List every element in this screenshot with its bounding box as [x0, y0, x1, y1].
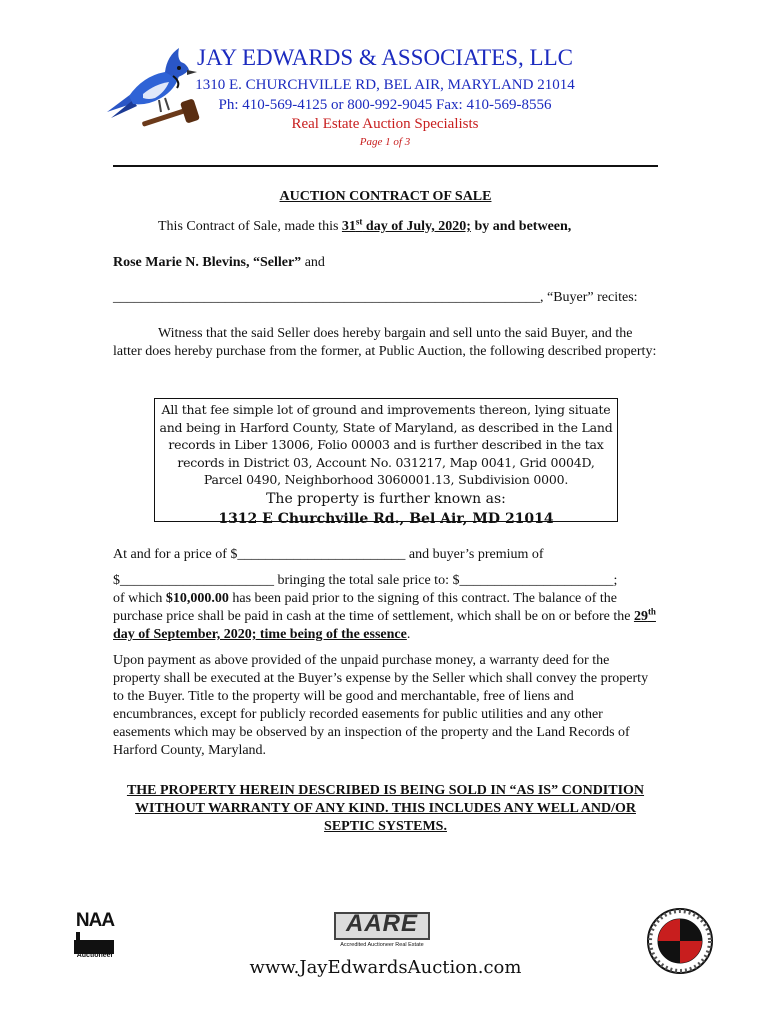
intro-start: This Contract of Sale, made this [158, 219, 342, 234]
seller-line [113, 254, 658, 272]
deposit-text [113, 590, 658, 644]
settle-suffix: th [647, 606, 656, 617]
aare-text: AARE [345, 910, 418, 937]
website-link[interactable]: www.JayEdwardsAuction.com [249, 957, 522, 978]
buyer-line[interactable]: _____________________________________________________________, “Buyer” recites: [113, 290, 638, 305]
company-tagline: Real Estate Auction Specialists [291, 116, 479, 132]
witness-paragraph: Witness that the said Seller does hereby bargain and sell unto the said Buyer, and the latter does hereby purchase from the former, at Public Auction, the following described property: [113, 326, 657, 359]
as-is-notice: THE PROPERTY HEREIN DESCRIBED IS BEING SOLD IN “AS IS” CONDITION WITHOUT WARRANTY OF ANY KIND. THIS INCLUDES ANY WELL AND/OR SEPTIC SYSTEMS. [126, 783, 645, 834]
paid-rest: has been paid prior to the signing of this contract. The balance of the purchase price shall be paid in cash at the time of settlement, which shall be on or before the [113, 591, 634, 624]
date-rest: day of July, 2020; [362, 219, 471, 234]
paid-start: of which [113, 591, 166, 606]
seller-and: and [301, 255, 325, 270]
company-address: 1310 E. CHURCHVILLE RD, BEL AIR, MARYLAND 21014 [195, 77, 575, 93]
property-description: All that fee simple lot of ground and improvements thereon, lying situate and being in Harford County, State of Maryland, as described in the Land records in Liber 13006, Folio 00003 and is further described in the tax records in District 03, Account No. 031217, Map 0041, Grid 0004D, Parcel 0490, Neighborhood 3060001.13, Subdivision 0000. [159, 402, 613, 487]
seller-name: Rose Marie N. Blevins, “Seller” [113, 255, 302, 270]
header-divider [113, 165, 658, 167]
company-name: JAY EDWARDS & ASSOCIATES, LLC [197, 45, 573, 70]
company-phone: Ph: 410-569-4125 or 800-992-9045 Fax: 410-569-8556 [218, 97, 552, 113]
contract-intro [158, 218, 658, 236]
premium-line[interactable]: $______________________ bringing the total sale price to: $______________________; [113, 573, 618, 588]
naa-caption: Auctioneer [76, 952, 114, 959]
contract-date [341, 216, 471, 234]
naa-text: NAA [75, 910, 115, 931]
aare-logo [332, 910, 432, 952]
date-suffix: st [355, 216, 363, 227]
settle-end: . [406, 627, 411, 642]
property-address: 1312 E Churchville Rd., Bel Air, MD 21014 [218, 510, 554, 527]
intro-end: by and between, [470, 219, 572, 234]
warranty-paragraph: Upon payment as above provided of the unpaid purchase money, a warranty deed for the property shall be executed at the Buyer’s expense by the Seller which shall convey the property to the Buyer. Title to the property will be good and merchantable, free of liens and encumbrances, except for publicly recorded easements for public utilities and any other easements which may be observed by an inspection of the property and the Land Records of Harford County, Maryland. [113, 653, 649, 758]
property-description-box [154, 398, 618, 527]
payment-paragraph [113, 572, 658, 644]
settle-rest: day of September, 2020; time being of the essence [113, 627, 407, 642]
aare-caption: Accredited Auctioneer Real Estate [340, 942, 424, 948]
known-as-label: The property is further known as: [266, 490, 506, 507]
page-number: Page 1 of 3 [359, 136, 411, 148]
deposit-amount: $10,000.00 [165, 591, 229, 606]
contract-title: AUCTION CONTRACT OF SALE [279, 189, 492, 204]
date-day: 31 [341, 219, 356, 234]
settle-day: 29 [633, 609, 648, 624]
naa-logo [70, 910, 120, 962]
price-line[interactable]: At and for a price of $________________________ and buyer’s premium of [113, 547, 544, 562]
